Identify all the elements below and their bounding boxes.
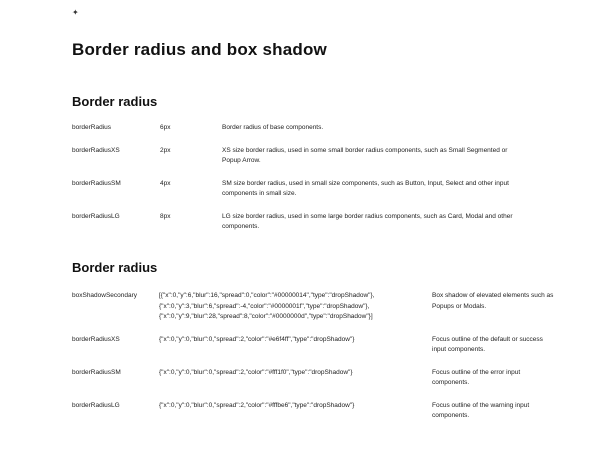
token-value: [{"x":0,"y":6,"blur":16,"spread":0,"color":"#00000014","type":"dropShadow"}, {"x":0,"y":3,"blur":6,"spread":-4,"color":"#0000001f","type":"dropShadow"}, {"x":0,"y":9,"blur":28,"spread":8,"color":"#0000000d","type":"dropShadow"}] <box>159 292 375 320</box>
token-value: {"x":0,"y":0,"blur":0,"spread":2,"color":"#fffbe6","type":"dropShadow"} <box>159 401 355 409</box>
token-name: borderRadiusXS <box>72 335 120 343</box>
token-name: borderRadius <box>72 124 112 131</box>
border-radius-token-table <box>72 123 560 232</box>
token-description: Focus outline of the error input components. <box>432 368 521 386</box>
token-value: 6px <box>160 124 171 131</box>
token-value: {"x":0,"y":0,"blur":0,"spread":2,"color":"#fff1f0","type":"dropShadow"} <box>159 368 353 376</box>
token-name: borderRadiusSM <box>72 180 121 188</box>
token-name: borderRadiusSM <box>72 368 121 376</box>
token-description: LG size border radius, used in some large border radius components, such as Card, Modal and other components. <box>222 213 513 231</box>
token-value: 2px <box>160 147 171 155</box>
token-description: Focus outline of the warning input components. <box>432 401 530 419</box>
table-row <box>72 123 560 133</box>
box-shadow-token-table <box>72 291 560 421</box>
token-description: SM size border radius, used in small size components, such as Button, Input, Select and other input components in small size. <box>222 180 509 198</box>
table-row <box>72 179 560 199</box>
token-description: XS size border radius, used in some small border radius components, such as Small Segmented or Popup Arrow. <box>222 147 508 165</box>
token-name: borderRadiusLG <box>72 213 120 221</box>
section-heading-border-radius: Border radius <box>72 94 158 109</box>
table-row <box>72 401 560 421</box>
token-value: {"x":0,"y":0,"blur":0,"spread":2,"color":"#e6f4ff","type":"dropShadow"} <box>159 335 355 343</box>
token-description: Box shadow of elevated elements such as Popups or Modals. <box>432 292 554 310</box>
table-row <box>72 368 560 388</box>
logo-icon: ✦ <box>72 8 79 17</box>
table-row <box>72 212 560 232</box>
table-row <box>72 335 560 355</box>
table-row <box>72 146 560 166</box>
section-heading-box-shadow: Border radius <box>72 260 158 276</box>
token-description: Border radius of base components. <box>222 124 324 131</box>
token-value: 8px <box>160 213 171 221</box>
page-title: Border radius and box shadow <box>72 40 327 59</box>
token-name: boxShadowSecondary <box>72 292 138 300</box>
token-value: 4px <box>160 180 171 188</box>
token-description: Focus outline of the default or success input components. <box>432 335 543 353</box>
table-row <box>72 291 560 321</box>
token-name: borderRadiusXS <box>72 147 120 155</box>
section-border-radius <box>72 94 560 232</box>
section-box-shadow <box>72 260 560 421</box>
token-name: borderRadiusLG <box>72 401 120 409</box>
